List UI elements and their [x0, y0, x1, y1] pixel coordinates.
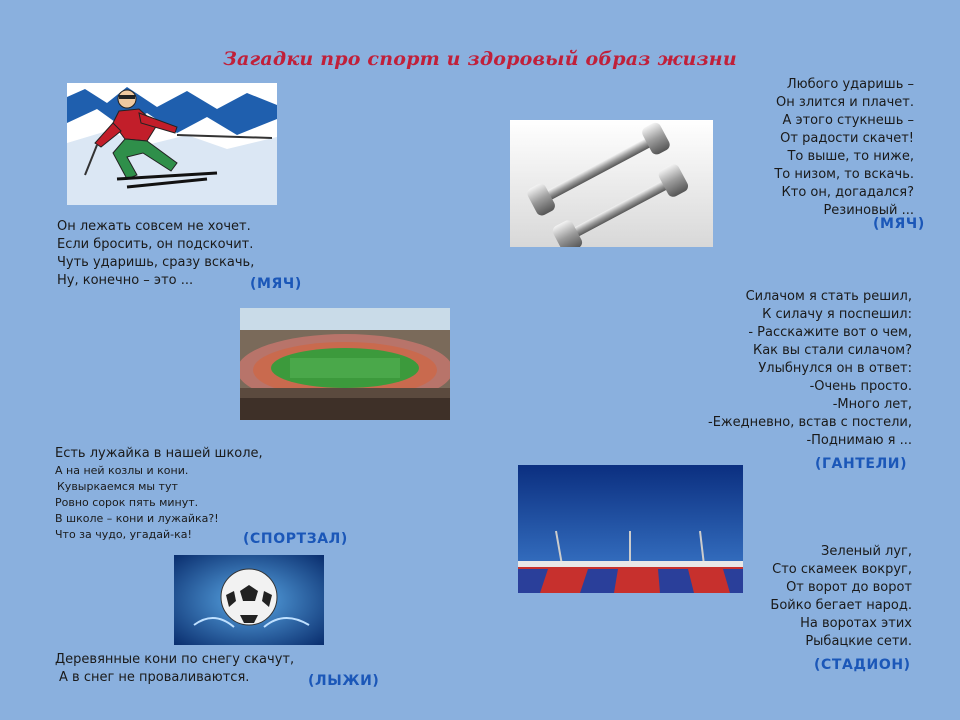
riddle-line: То низом, то вскачь.: [774, 167, 914, 182]
riddle-ball-2: [774, 76, 914, 220]
riddle-stadium: [770, 543, 912, 651]
riddle-line: Есть лужайка в нашей школе,: [55, 446, 263, 461]
riddle-line: Резиновый ...: [823, 203, 914, 218]
stadium-seats-image: [518, 465, 743, 593]
riddle-line: От ворот до ворот: [786, 580, 912, 595]
riddle-ball-1: [57, 218, 254, 290]
riddle-line: -Поднимаю я ...: [806, 433, 912, 448]
soccer-ball-image: [174, 555, 324, 645]
riddle-line: -Много лет,: [832, 397, 912, 412]
riddle-line: К силачу я поспешил:: [762, 307, 912, 322]
riddle-answer: (СТАДИОН): [814, 657, 911, 673]
riddle-line: -Очень просто.: [809, 379, 912, 394]
riddle-line: Силачом я стать решил,: [745, 289, 912, 304]
riddle-line: Деревянные кони по снегу скачут,: [55, 652, 295, 667]
riddle-line: Как вы стали силачом?: [752, 343, 912, 358]
riddle-answer: (МЯЧ): [873, 216, 925, 232]
riddle-line: На воротах этих: [800, 616, 912, 631]
riddle-line: Он злится и плачет.: [776, 95, 914, 110]
riddle-line: Если бросить, он подскочит.: [57, 237, 254, 252]
riddle-answer: (ГАНТЕЛИ): [815, 456, 908, 472]
riddle-line: - Расскажите вот о чем,: [748, 325, 912, 340]
riddle-line: От радости скачет!: [780, 131, 914, 146]
riddle-line: -Ежедневно, встав с постели,: [708, 415, 912, 430]
dumbbells-image: [510, 120, 713, 247]
riddle-line: Сто скамеек вокруг,: [772, 562, 912, 577]
riddle-line: А этого стукнешь –: [782, 113, 914, 128]
riddle-line: То выше, то ниже,: [787, 149, 914, 164]
riddle-line: Рыбацкие сети.: [805, 634, 912, 649]
riddle-answer: (МЯЧ): [250, 276, 302, 292]
riddle-line: Ровно сорок пять минут.: [55, 496, 199, 509]
riddle-line: Зеленый луг,: [821, 544, 912, 559]
riddle-line: Что за чудо, угадай-ка!: [55, 528, 192, 541]
riddle-line: Он лежать совсем не хочет.: [57, 219, 251, 234]
riddle-line: Кто он, догадался?: [781, 185, 914, 200]
riddle-line: Бойко бегает народ.: [770, 598, 912, 613]
riddle-dumbbells: [708, 288, 912, 450]
riddle-line: Улыбнулся он в ответ:: [758, 361, 912, 376]
riddle-line: Любого ударишь –: [786, 77, 914, 92]
page-title: Загадки про спорт и здоровый образ жизни: [223, 48, 737, 70]
riddle-line: А в снег не проваливаются.: [59, 670, 250, 685]
riddle-line: Чуть ударишь, сразу вскачь,: [57, 255, 255, 270]
riddle-line: А на ней козлы и кони.: [55, 464, 189, 477]
riddle-line: Кувыркаемся мы тут: [57, 480, 178, 493]
riddle-line: В школе – кони и лужайка?!: [55, 512, 219, 525]
riddle-gym: [55, 445, 263, 543]
riddle-answer: (ЛЫЖИ): [308, 673, 380, 689]
riddle-line: Ну, конечно – это ...: [57, 273, 194, 288]
skier-image: [67, 83, 277, 205]
riddle-answer: (СПОРТЗАЛ): [243, 531, 348, 547]
riddle-skis: [55, 651, 294, 687]
stadium-aerial-image: [240, 308, 450, 420]
